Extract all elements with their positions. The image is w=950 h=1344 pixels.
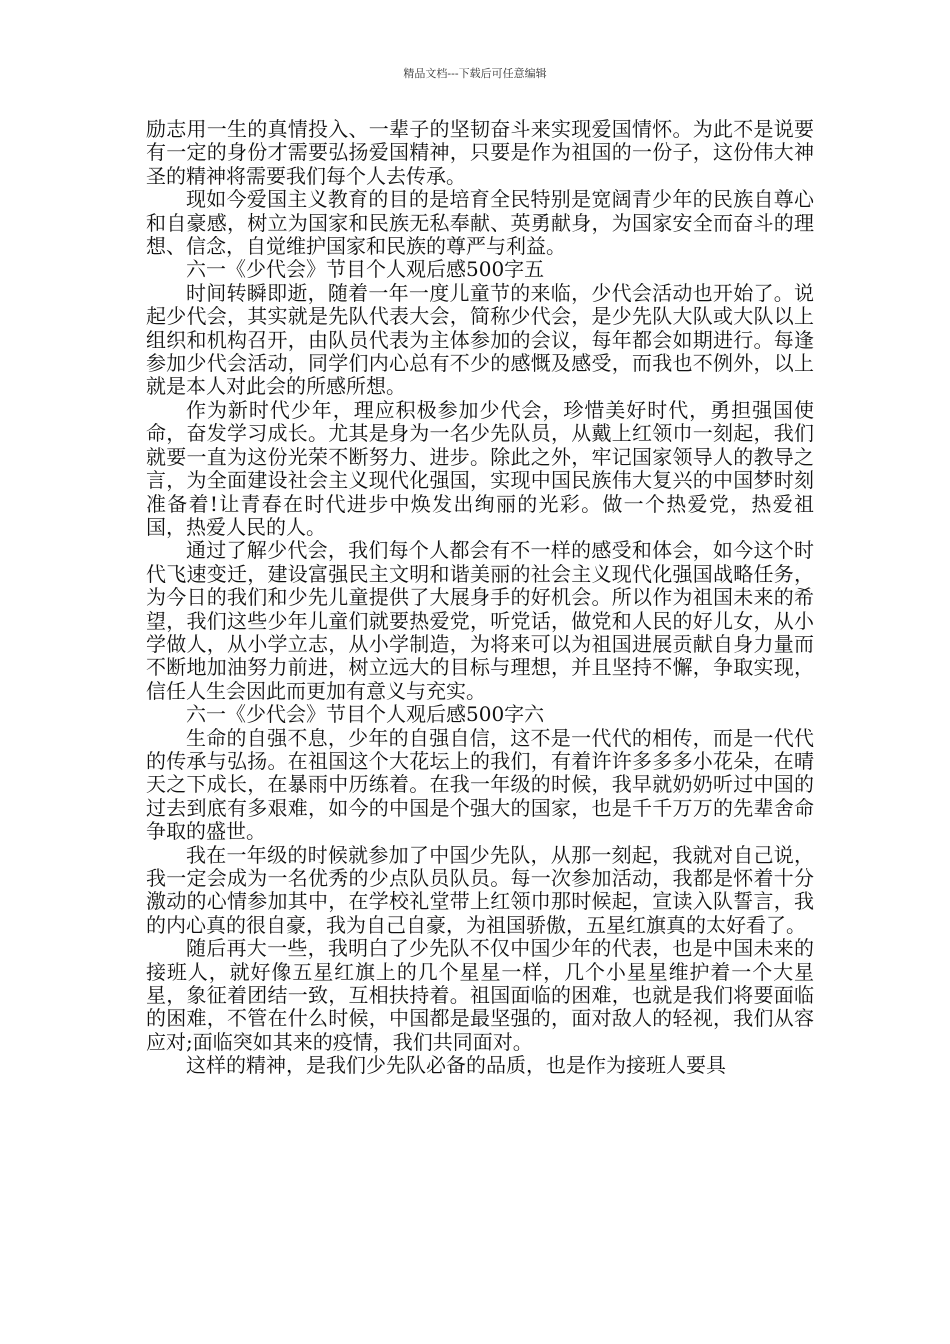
section-heading-6: 六一《少代会》节目个人观后感500字六 bbox=[186, 702, 545, 727]
page-header: 精品文档---下载后可任意编辑 bbox=[403, 67, 547, 80]
section-heading-5: 六一《少代会》节目个人观后感500字五 bbox=[186, 257, 545, 282]
paragraph-1: 励志用一生的真情投入、一辈子的坚韧奋斗来实现爱国情怀。为此不是说要有一定的身份才需要弘扬爱国精神，只要是作为祖国的一份子，这份伟大神圣的精神将需要我们每个人去传承。 bbox=[146, 117, 814, 188]
paragraph-5: 通过了解少代会，我们每个人都会有不一样的感受和体会，如今这个时代飞速变迁，建设富强民主文明和谐美丽的社会主义现代化强国战略任务，为今日的我们和少先儿童提供了大展身手的好机会。所以作为祖国未来的希望，我们这些少年儿童们就要热爱党，听党话，做党和人民的好儿女，从小学做人，从小学立志，从小学制造，为将来可以为祖国进展贡献自身力量而不断地加油努力前进，树立远大的目标与理想，并且坚持不懈，争取实现，信任人生会因此而更加有意义与充实。 bbox=[146, 538, 814, 703]
paragraph-2: 现如今爱国主义教育的目的是培育全民特别是宽阔青少年的民族自尊心和自豪感，树立为国家和民族无私奉献、英勇献身，为国家安全而奋斗的理想、信念，自觉维护国家和民族的尊严与利益。 bbox=[146, 187, 814, 259]
paragraph-6: 生命的自强不息，少年的自强自信，这不是一代代的相传，而是一代代的传承与弘扬。在祖国这个大花坛上的我们，有着许许多多多小花朵，在晴天之下成长，在暴雨中历练着。在我一年级的时候，我早就奶奶听过中国的过去到底有多艰难，如今的中国是个强大的国家，也是千千万万的先辈舍命争取的盛世。 bbox=[146, 725, 814, 844]
paragraph-8: 随后再大一些，我明白了少先队不仅中国少年的代表，也是中国未来的接班人，就好像五星红旗上的几个星星一样，几个小星星维护着一个大星星，象征着团结一致，互相扶持着。祖国面临的困难，也就是我们将要面临的困难，不管在什么时候，中国都是最坚强的，面对敌人的轻视，我们从容应对;面临突如其来的疫情，我们共同面对。 bbox=[146, 936, 814, 1054]
paragraph-3: 时间转瞬即逝，随着一年一度儿童节的来临，少代会活动也开始了。说起少代会，其实就是先队代表大会，简称少代会，是少先队大队或大队以上组织和机构召开，由队员代表为主体参加的会议，每年都会如期进行。每逢参加少代会活动，同学们内心总有不少的感慨及感受，而我也不例外，以上就是本人对此会的所感所想。 bbox=[146, 280, 814, 399]
paragraph-7: 我在一年级的时候就参加了中国少先队，从那一刻起，我就对自己说，我一定会成为一名优秀的少点队员队员。每一次参加活动，我都是怀着十分激动的心情参加其中，在学校礼堂带上红领巾那时候起，宣读入队誓言，我的内心真的很自豪，我为自己自豪，为祖国骄傲，五星红旗真的太好看了。 bbox=[146, 842, 814, 937]
paragraph-9: 这样的精神，是我们少先队必备的品质，也是作为接班人要具 bbox=[186, 1053, 726, 1078]
document-body bbox=[146, 118, 814, 1078]
paragraph-4: 作为新时代少年，理应积极参加少代会，珍惜美好时代，勇担强国使命，奋发学习成长。尤其是身为一名少先队员，从戴上红领巾一刻起，我们就要一直为这份光荣不断努力、进步。除此之外，牢记国家领导人的教导之言，为全面建设社会主义现代化强国，实现中国民族伟大复兴的中国梦时刻准备着!让青春在时代进步中焕发出绚丽的光彩。做一个热爱党，热爱祖国，热爱人民的人。 bbox=[146, 397, 814, 539]
